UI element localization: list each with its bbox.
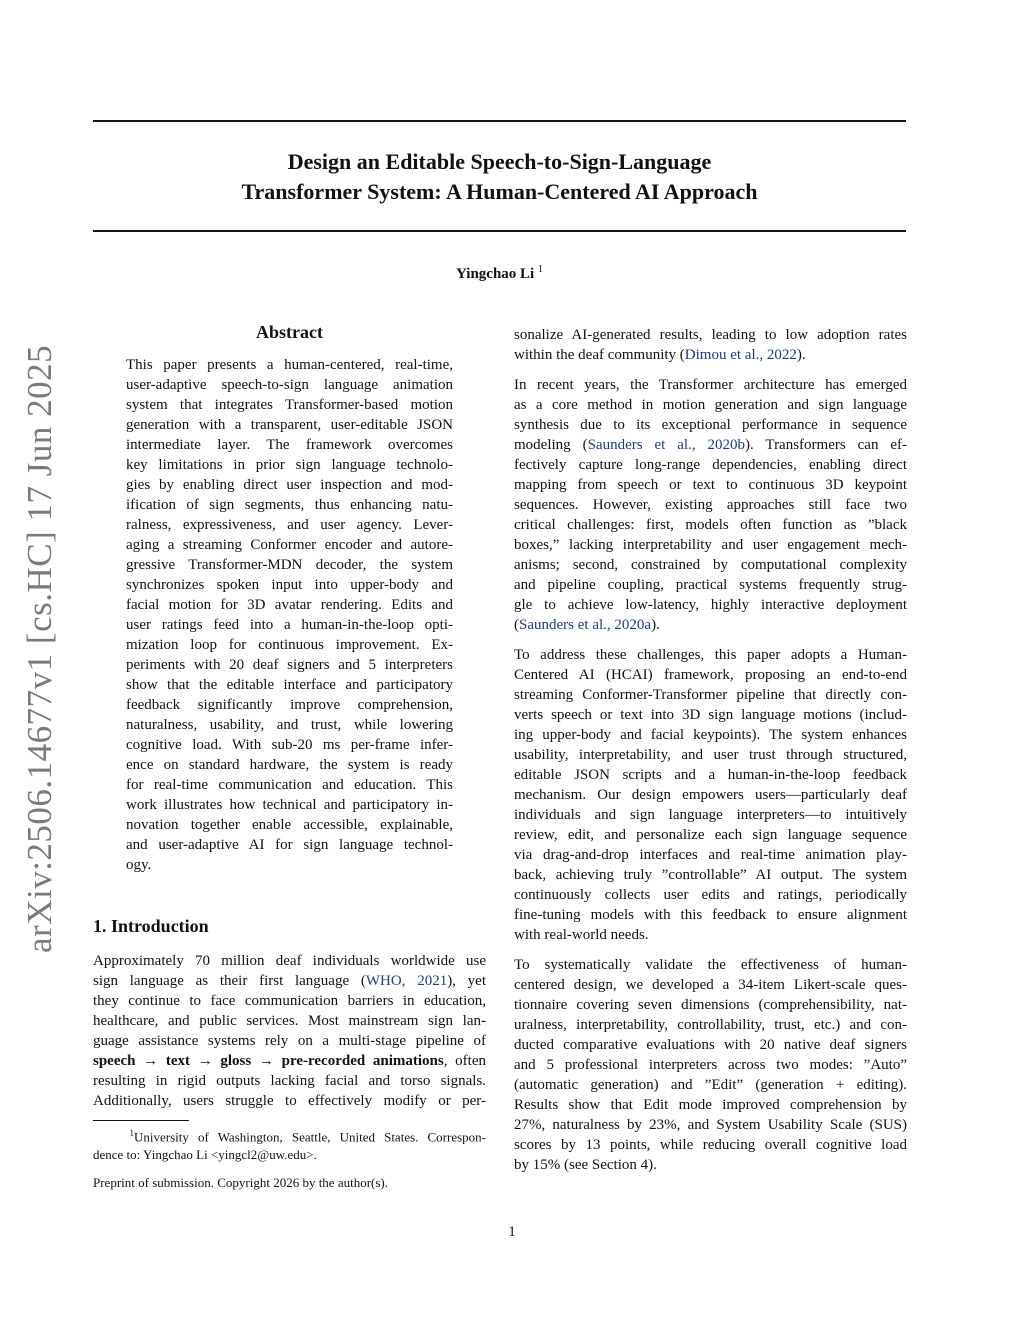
- citation-year: 2020a: [614, 617, 652, 633]
- text-run: ), yet: [447, 973, 486, 989]
- intro-line: [93, 1051, 486, 1071]
- text-line: by 15% (see Section 4).: [514, 1157, 657, 1173]
- footnote-rule: [93, 1120, 189, 1121]
- citation-author: WHO: [365, 973, 402, 989]
- text-line: with real-world needs.: [514, 927, 649, 943]
- footnote-mark: 1: [129, 1128, 134, 1138]
- abstract-line: cognitive load. With sub-20 ms per-frame infer-: [126, 737, 453, 753]
- abstract-line: feedback significantly improve comprehension,: [126, 697, 453, 713]
- text-line: ducted comparative evaluations with 20 native deaf signers: [514, 1037, 907, 1053]
- text-line: Centered AI (HCAI) framework, proposing an end-to-end: [514, 667, 907, 683]
- abstract-line: user ratings feed into a human-in-the-loop opti-: [126, 617, 453, 633]
- footnote-line: dence to: Yingchao Li <yingcl2@uw.edu>.: [93, 1147, 317, 1163]
- section-heading-introduction: 1. Introduction: [93, 916, 209, 936]
- abstract-line: and user-adaptive AI for sign language technol-: [126, 837, 453, 853]
- abstract-line: gressive Transformer-MDN decoder, the system: [126, 557, 453, 573]
- text-line: sonalize AI-generated results, leading to low adoption rates: [514, 327, 907, 343]
- citation-link[interactable]: [588, 437, 745, 453]
- text-line: synthesis due to its exceptional performance in sequence: [514, 417, 907, 433]
- right-column: [514, 325, 907, 1185]
- text-run: ,: [759, 347, 767, 363]
- text-line: individuals and sign language interpreters—to intuitively: [514, 807, 907, 823]
- text-line: editable JSON scripts and a human-in-the-loop feedback: [514, 767, 907, 783]
- abstract-line: generation with a transparent, user-editable JSON: [126, 417, 453, 433]
- text-run: modeling (: [514, 437, 588, 453]
- abstract-line: facial motion for 3D avatar rendering. Edits and: [126, 597, 453, 613]
- intro-line: [93, 971, 486, 991]
- abstract-line: periments with 20 deaf signers and 5 interpreters: [126, 657, 453, 673]
- text-run: within the deaf community (: [514, 347, 685, 363]
- page-number: 1: [508, 1224, 516, 1240]
- arxiv-identifier: arXiv:2506.14677v1 [cs.HC] 17 Jun 2025: [20, 344, 59, 953]
- abstract-line: naturalness, usability, and trust, while lowering: [126, 717, 453, 733]
- title-line: Transformer System: A Human-Centered AI Approach: [241, 179, 758, 204]
- text-run: ). Transformers can ef-: [745, 437, 908, 453]
- text-line: uralness, interpretability, controllability, trust, etc.) and con-: [514, 1017, 907, 1033]
- abstract-line: ification of sign segments, thus enhancing natu-: [126, 497, 453, 513]
- text-run: ,: [606, 617, 615, 633]
- text-run: ).: [651, 617, 660, 633]
- pipeline-text: speech → text → gloss → pre-recorded animations: [93, 1053, 444, 1069]
- paragraph: [514, 645, 907, 945]
- abstract-line: ralness, expressiveness, and user agency. Lever-: [126, 517, 453, 533]
- text-line: sequences. However, existing approaches still face two: [514, 497, 907, 513]
- citation-year: 2022: [766, 347, 797, 363]
- text-line: gle to achieve low-latency, highly interactive deployment: [514, 597, 907, 613]
- text-line: boxes,” lacking interpretability and user engagement mech-: [514, 537, 907, 553]
- abstract-line: ogy.: [126, 857, 152, 873]
- text-line: centered design, we developed a 34-item Likert-scale ques-: [514, 977, 907, 993]
- text-line: usability, interpretability, and user trust through structured,: [514, 747, 907, 763]
- text-line: 27%, naturalness by 23%, and System Usability Scale (SUS): [514, 1117, 907, 1133]
- text-line: and pipeline coupling, practical systems frequently strug-: [514, 577, 907, 593]
- author-name: Yingchao Li: [456, 266, 535, 282]
- citation-year: 2021: [417, 973, 448, 989]
- text-line: anisms; second, constrained by computational complexity: [514, 557, 907, 573]
- text-line: via drag-and-drop interfaces and real-time animation play-: [514, 847, 907, 863]
- citation-author: Dimou et al.: [684, 347, 760, 363]
- paragraph: [514, 375, 907, 635]
- text-line: mechanism. Our design empowers users—particularly deaf: [514, 787, 907, 803]
- abstract-line: synchronizes spoken input into upper-body and: [126, 577, 453, 593]
- abstract-line: gies by enabling direct user inspection and mod-: [126, 477, 453, 493]
- citation-author: Saunders et al.: [587, 437, 692, 453]
- text-line: To systematically validate the effectiveness of human-: [514, 957, 907, 973]
- footnote: [93, 1124, 486, 1164]
- text-line: back, achieving truly ”controllable” AI output. The system: [514, 867, 907, 883]
- citation-author: Saunders et al.: [519, 617, 607, 633]
- abstract-heading: Abstract: [256, 322, 323, 342]
- text-line: critical challenges: first, models often function as ”black: [514, 517, 907, 533]
- citation-link[interactable]: [519, 617, 651, 633]
- title-rule-bottom: [93, 230, 906, 232]
- text-run: , often: [443, 1053, 486, 1069]
- intro-line: healthcare, and public services. Most mainstream sign lan-: [93, 1013, 486, 1029]
- title-rule-top: [93, 120, 906, 122]
- text-line: (automatic generation) and ”Edit” (generation + editing).: [514, 1077, 907, 1093]
- text-line: and 5 professional interpreters across two modes: ”Auto”: [514, 1057, 907, 1073]
- preprint-notice: Preprint of submission. Copyright 2026 by the author(s).: [93, 1175, 389, 1190]
- text-line: Results show that Edit mode improved comprehension by: [514, 1097, 907, 1113]
- text-run: University of Washington, Seattle, United States. Correspon-: [133, 1129, 487, 1145]
- text-line: In recent years, the Transformer architecture has emerged: [514, 377, 907, 393]
- text-line: [514, 345, 907, 365]
- paragraph: [514, 325, 907, 365]
- abstract-line: user-adaptive speech-to-sign language animation: [126, 377, 453, 393]
- text-line: verts speech or text into 3D sign language motions (includ-: [514, 707, 907, 723]
- abstract-line: for real-time communication and education. This: [126, 777, 453, 793]
- abstract-line: novation together enable accessible, explainable,: [126, 817, 453, 833]
- abstract-line: show that the editable interface and participatory: [126, 677, 453, 693]
- text-run: ,: [401, 973, 418, 989]
- citation-link[interactable]: [366, 973, 447, 989]
- text-line: review, edit, and personalize each sign language sequence: [514, 827, 907, 843]
- paragraph: [514, 955, 907, 1175]
- text-line: [514, 435, 907, 455]
- abstract-line: mization loop for continuous improvement. Ex-: [126, 637, 453, 653]
- text-line: ing upper-body and facial keypoints). The system enhances: [514, 727, 907, 743]
- abstract-line: key limitations in prior sign language technolo-: [126, 457, 453, 473]
- text-line: tionnaire covering seven dimensions (comprehensibility, nat-: [514, 997, 907, 1013]
- abstract-line: This paper presents a human-centered, real-time,: [126, 357, 453, 373]
- abstract-line: system that integrates Transformer-based motion: [126, 397, 453, 413]
- citation-year: 2020b: [707, 437, 746, 453]
- text-line: To address these challenges, this paper adopts a Human-: [514, 647, 907, 663]
- text-line: [514, 615, 907, 635]
- intro-line: Additionally, users struggle to effectively modify or per-: [93, 1093, 486, 1109]
- text-run: (: [514, 617, 519, 633]
- text-run: sign language as their first language (: [93, 973, 366, 989]
- title-line: Design an Editable Speech-to-Sign-Language: [287, 149, 712, 174]
- text-line: continuously collects user edits and ratings, periodically: [514, 887, 907, 903]
- intro-line: guage assistance systems rely on a multi-stage pipeline of: [93, 1033, 486, 1049]
- paper-title: [93, 147, 906, 207]
- affiliation-mark: 1: [537, 264, 543, 275]
- text-line: mapping from speech or text to continuous 3D keypoint: [514, 477, 907, 493]
- citation-link[interactable]: [685, 347, 797, 363]
- text-line: fectively capture long-range dependencies, enabling direct: [514, 457, 907, 473]
- author: [93, 264, 906, 283]
- intro-line: resulting in rigid outputs lacking facial and torso signals.: [93, 1073, 486, 1089]
- text-line: streaming Conformer-Transformer pipeline that directly con-: [514, 687, 907, 703]
- text-run: ).: [796, 347, 806, 363]
- text-line: fine-tuning models with this feedback to ensure alignment: [514, 907, 907, 923]
- introduction-body: [93, 951, 486, 1111]
- footnote-line: [93, 1124, 486, 1146]
- abstract-line: intermediate layer. The framework overcomes: [126, 437, 453, 453]
- text-line: scores by 13 points, while reducing overall cognitive load: [514, 1137, 907, 1153]
- abstract-line: work illustrates how technical and participatory in-: [126, 797, 453, 813]
- abstract-line: ence on standard hardware, the system is ready: [126, 757, 453, 773]
- abstract-body: [126, 355, 453, 875]
- abstract-line: aging a streaming Conformer encoder and autore-: [126, 537, 453, 553]
- text-line: as a core method in motion generation and sign language: [514, 397, 907, 413]
- intro-line: Approximately 70 million deaf individuals worldwide use: [93, 953, 486, 969]
- text-run: ,: [691, 437, 708, 453]
- intro-line: they continue to face communication barriers in education,: [93, 993, 486, 1009]
